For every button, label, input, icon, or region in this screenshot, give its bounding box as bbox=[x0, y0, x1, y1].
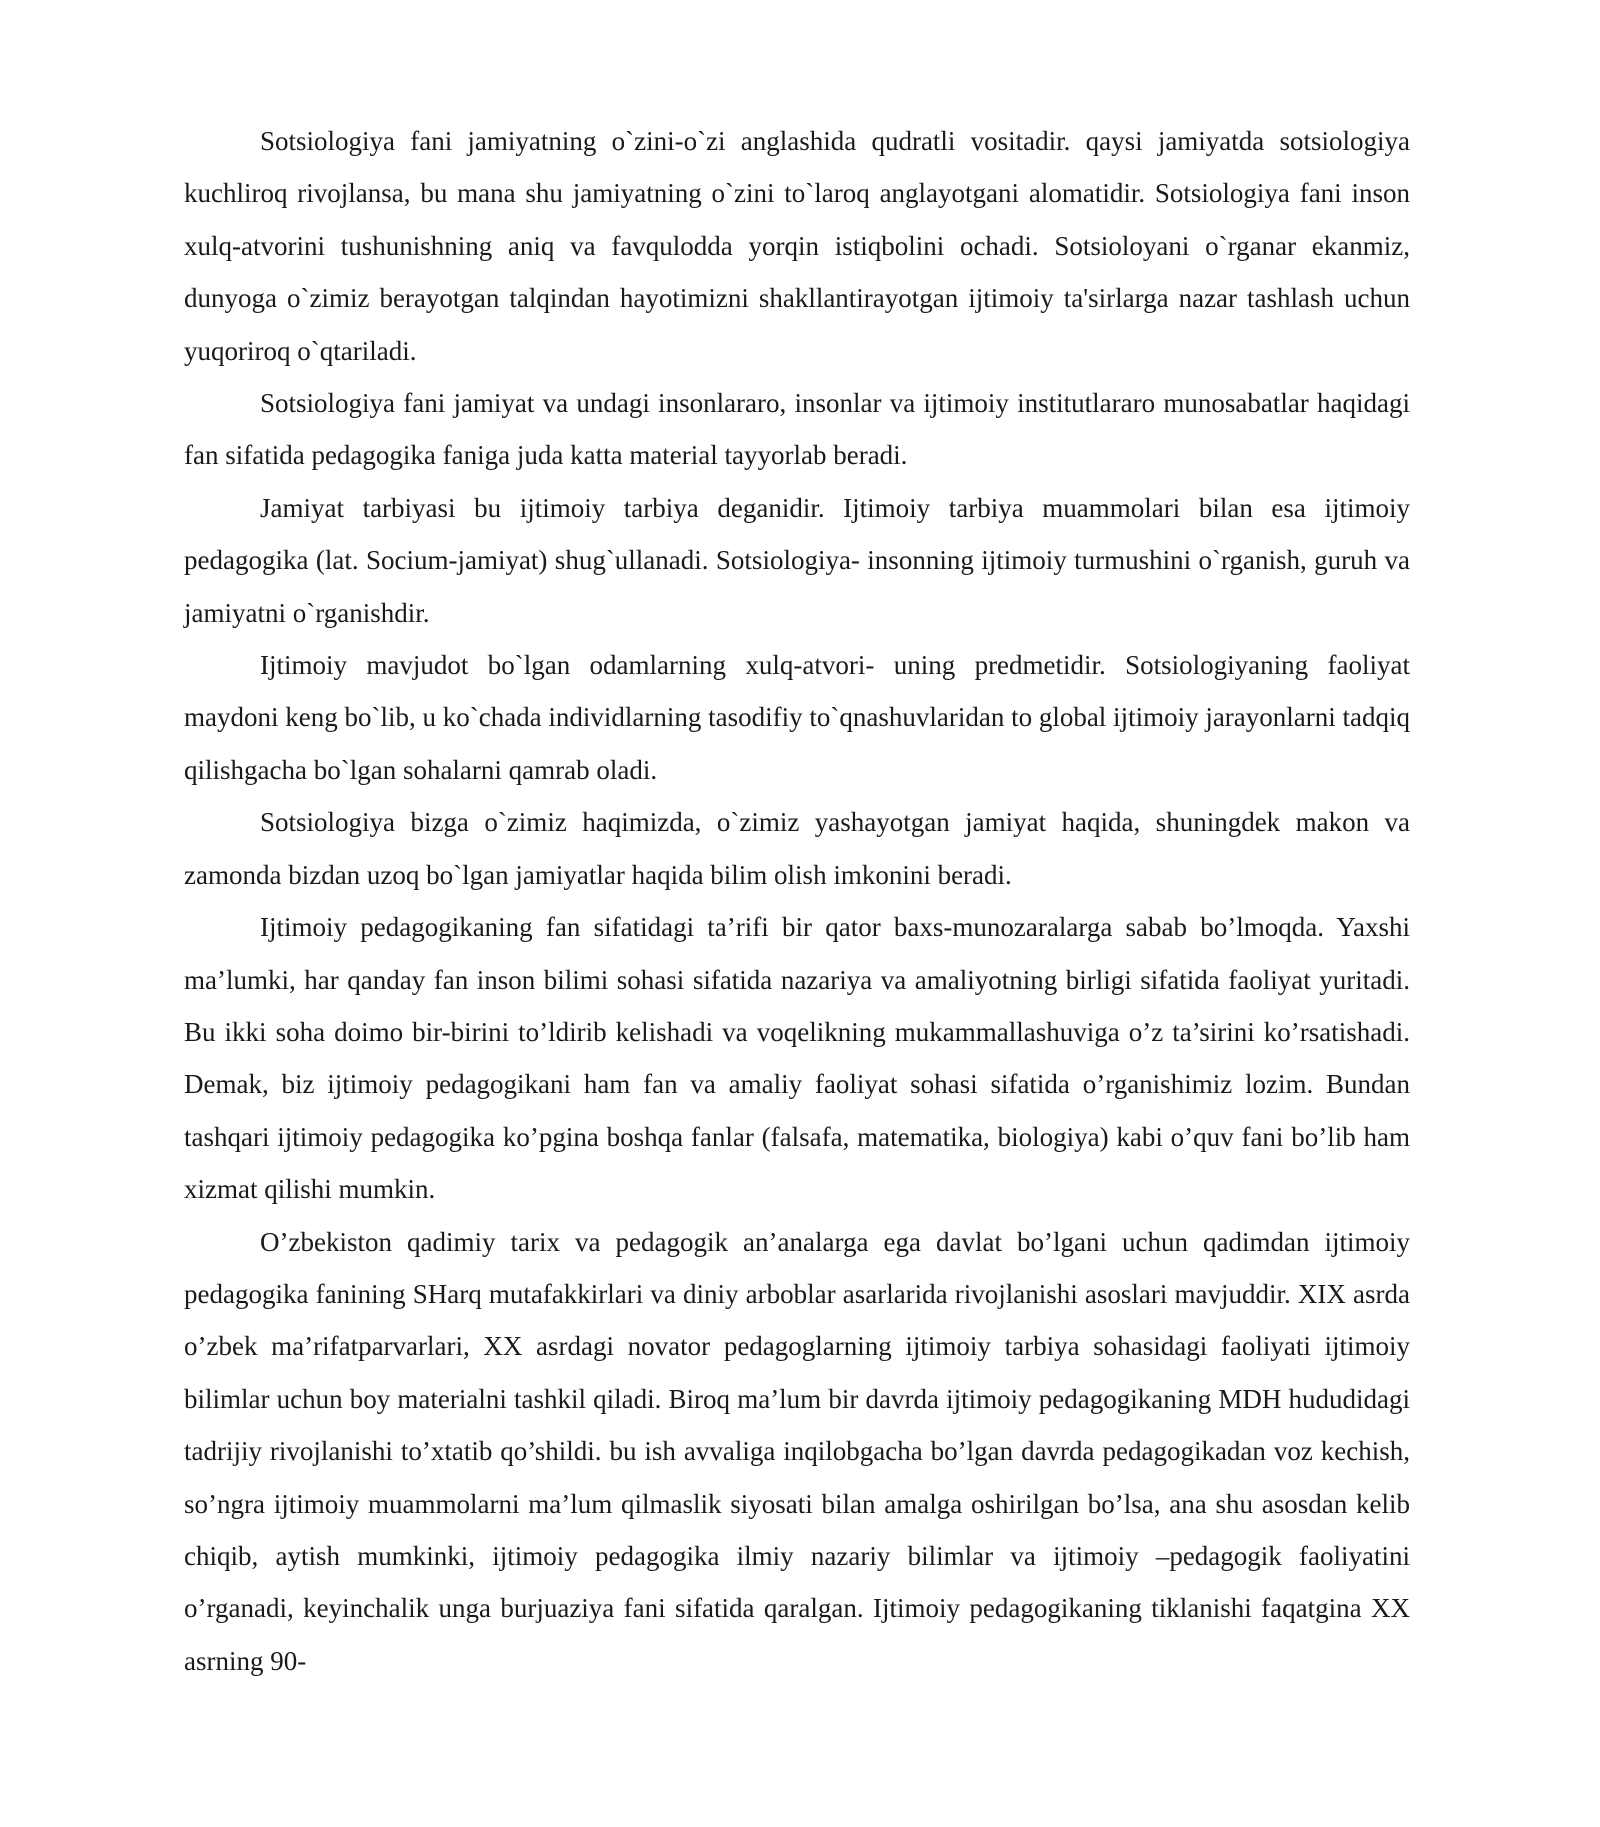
paragraph-3: Jamiyat tarbiyasi bu ijtimoiy tarbiya deganidir. Ijtimoiy tarbiya muammolari bilan esa ijtimoiy pedagogika (lat. Socium-jamiyat) shug`ullanadi. Sotsiologiya- insonning ijtimoiy turmushini o`rganish, guruh va jamiyatni o`rganishdir. bbox=[184, 492, 1410, 628]
paragraph-2: Sotsiologiya fani jamiyat va undagi insonlararo, insonlar va ijtimoiy institutlararo munosabatlar haqidagi fan sifatida pedagogika faniga juda katta material tayyorlab beradi. bbox=[184, 388, 1410, 471]
paragraph-1: Sotsiologiya fani jamiyatning o`zini-o`zi anglashida qudratli vositadir. qaysi jamiyatda sotsiologiya kuchliroq rivojlansa, bu mana shu jamiyatning o`zini to`laroq anglayotgani alomatidir. Sotsiologiya fani inson xulq-atvorini tushunishning aniq va favqulodda yorqin istiqbolini ochadi. Sotsioloyani o`rganar ekanmiz, dunyoga o`zimiz berayotgan talqindan hayotimizni shakllantirayotgan ijtimoiy ta'sirlarga nazar tashlash uchun yuqoriroq o`qtariladi. bbox=[184, 126, 1410, 366]
paragraph-6: Ijtimoiy pedagogikaning fan sifatidagi ta’rifi bir qator baxs-munozaralarga sabab bo’lmoqda. Yaxshi ma’lumki, har qanday fan inson bilimi sohasi sifatida nazariya va amaliyotning birligi sifatida faoliyat yuritadi. Bu ikki soha doimo bir-birini to’ldirib kelishadi va voqelikning mukammallashuviga o’z ta’sirini ko’rsatishadi. Demak, biz ijtimoiy pedagogikani ham fan va amaliy faoliyat sohasi sifatida o’rganishimiz lozim. Bundan tashqari ijtimoiy pedagogika ko’pgina boshqa fanlar (falsafa, matematika, biologiya) kabi o’quv fani bo’lib ham xizmat qilishi mumkin. bbox=[184, 912, 1410, 1205]
document-body bbox=[184, 115, 1410, 1687]
paragraph-7: O’zbekiston qadimiy tarix va pedagogik an’analarga ega davlat bo’lgani uchun qadimdan ijtimoiy pedagogika fanining SHarq mutafakkirlari va diniy arboblar asarlarida rivojlanishi asoslari mavjuddir. XIX asrda o’zbek ma’rifatparvarlari, XX asrdagi novator pedagoglarning ijtimoiy tarbiya sohasidagi faoliyati ijtimoiy bilimlar uchun boy materialni tashkil qiladi. Biroq ma’lum bir davrda ijtimoiy pedagogikaning MDH hududidagi tadrijiy rivojlanishi to’xtatib qo’shildi. bu ish avvaliga inqilobgacha bo’lgan davrda pedagogikadan voz kechish, so’ngra ijtimoiy muammolarni ma’lum qilmaslik siyosati bilan amalga oshirilgan bo’lsa, ana shu asosdan kelib chiqib, aytish mumkinki, ijtimoiy pedagogika ilmiy nazariy bilimlar va ijtimoiy –pedagogik faoliyatini o’rganadi, keyinchalik unga burjuaziya fani sifatida qaralgan. Ijtimoiy pedagogikaning tiklanishi faqatgina XX asrning 90- bbox=[184, 1226, 1410, 1676]
paragraph-4: Ijtimoiy mavjudot bo`lgan odamlarning xulq-atvori- uning predmetidir. Sotsiologiyaning faoliyat maydoni keng bo`lib, u ko`chada individlarning tasodifiy to`qnashuvlaridan to global ijtimoiy jarayonlarni tadqiq qilishgacha bo`lgan sohalarni qamrab oladi. bbox=[184, 650, 1410, 785]
paragraph-5: Sotsiologiya bizga o`zimiz haqimizda, o`zimiz yashayotgan jamiyat haqida, shuningdek makon va zamonda bizdan uzoq bo`lgan jamiyatlar haqida bilim olish imkonini beradi. bbox=[184, 807, 1410, 890]
